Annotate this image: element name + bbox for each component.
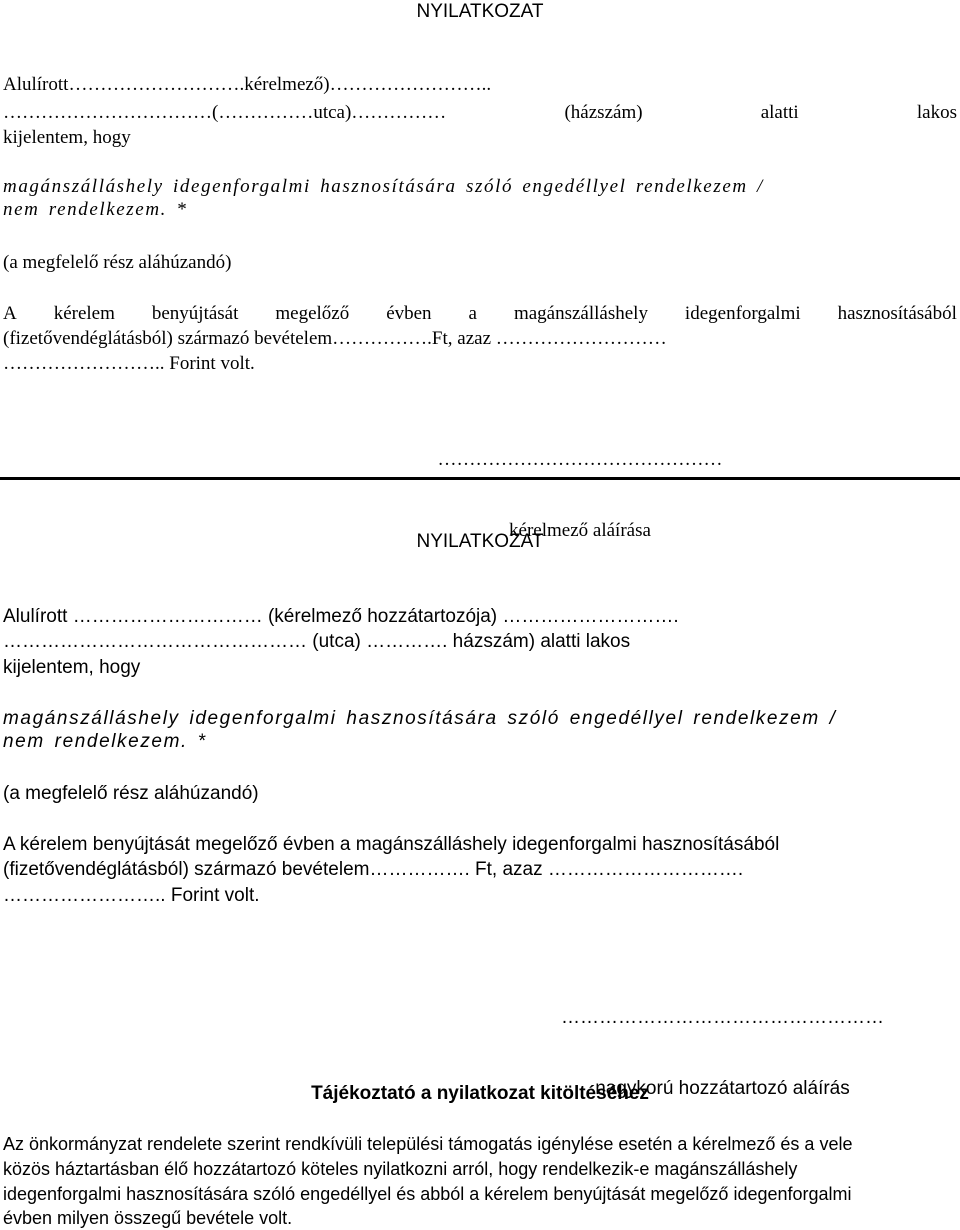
section1-name-line: Alulírott……………………….kérelmező)…………………….. xyxy=(3,74,492,95)
section1-address-line xyxy=(3,101,957,124)
section2-statement-line2: nem rendelkezem. * xyxy=(3,731,207,752)
section2-underline-note: (a megfelelő rész aláhúzandó) xyxy=(3,783,259,804)
signature-dots: …………………………………………… xyxy=(561,1007,884,1028)
info-line3: idegenforgalmi hasznosítására szóló engedéllyel és abból a kérelem benyújtását megelőző idegenforgalmi xyxy=(3,1184,852,1204)
section2-statement-line1: magánszálláshely idegenforgalmi hasznosítására szóló engedéllyel rendelkezem / xyxy=(3,708,837,729)
word: benyújtását xyxy=(151,303,239,324)
word: hasznosításából xyxy=(837,303,957,324)
section1-statement-line2: nem rendelkezem. * xyxy=(3,199,188,220)
section2-address-line: ………………………………………… (utca) …………. házszám) alatti lakos xyxy=(3,631,631,652)
address-street: ……………………………(……………utca)…………… xyxy=(3,102,447,123)
address-lakos: lakos xyxy=(916,102,957,123)
signature-label: nagykorú hozzátartozó aláírás xyxy=(595,1078,850,1099)
word: megelőző xyxy=(275,303,350,324)
word: magánszálláshely xyxy=(513,303,648,324)
section2-title: NYILATKOZAT xyxy=(416,531,544,552)
section2-declare-line: kijelentem, hogy xyxy=(3,657,141,678)
address-house: (házszám) xyxy=(564,102,643,123)
section1-statement-line1: magánszálláshely idegenforgalmi hasznosítására szóló engedéllyel rendelkezem / xyxy=(3,176,764,197)
section1-underline-note: (a megfelelő rész aláhúzandó) xyxy=(3,252,232,273)
word: idegenforgalmi xyxy=(684,303,801,324)
word: évben xyxy=(386,303,432,324)
signature-label: kérelmező aláírása xyxy=(509,520,651,541)
section2-income-line1: A kérelem benyújtását megelőző évben a magánszálláshely idegenforgalmi hasznosításából xyxy=(3,834,780,855)
section1-income-line3: …………………….. Forint volt. xyxy=(3,353,255,374)
section1-declare-line: kijelentem, hogy xyxy=(3,127,131,148)
section1-title: NYILATKOZAT xyxy=(416,1,544,22)
section2-income-line2: (fizetővendéglátásból) származó bevételem……………. Ft, azaz …………………………. xyxy=(3,859,744,880)
section1-income-line1 xyxy=(3,302,957,325)
word: a xyxy=(468,303,477,324)
section2-income-line3: …………………….. Forint volt. xyxy=(3,885,260,906)
section2-name-line: Alulírott ………………………… (kérelmező hozzátartozója) ………………………. xyxy=(3,606,679,627)
address-alatti: alatti xyxy=(760,102,799,123)
signature-dots: ……………………………………… xyxy=(437,449,723,470)
info-title: Tájékoztató a nyilatkozat kitöltéséhez xyxy=(311,1083,649,1104)
info-line4: évben milyen összegű bevétele volt. xyxy=(3,1208,293,1228)
word: kérelem xyxy=(53,303,115,324)
section-divider xyxy=(0,477,960,480)
info-line2: közös háztartásban élő hozzátartozó köteles nyilatkozni arról, hogy rendelkezik-e magánszálláshely xyxy=(3,1159,798,1179)
info-line1: Az önkormányzat rendelete szerint rendkívüli települési támogatás igénylése esetén a kérelmező és a vele xyxy=(3,1134,853,1154)
word: A xyxy=(3,303,17,324)
section1-income-line2: (fizetővendéglátásból) származó bevételem…………….Ft, azaz ……………………… xyxy=(3,328,667,349)
